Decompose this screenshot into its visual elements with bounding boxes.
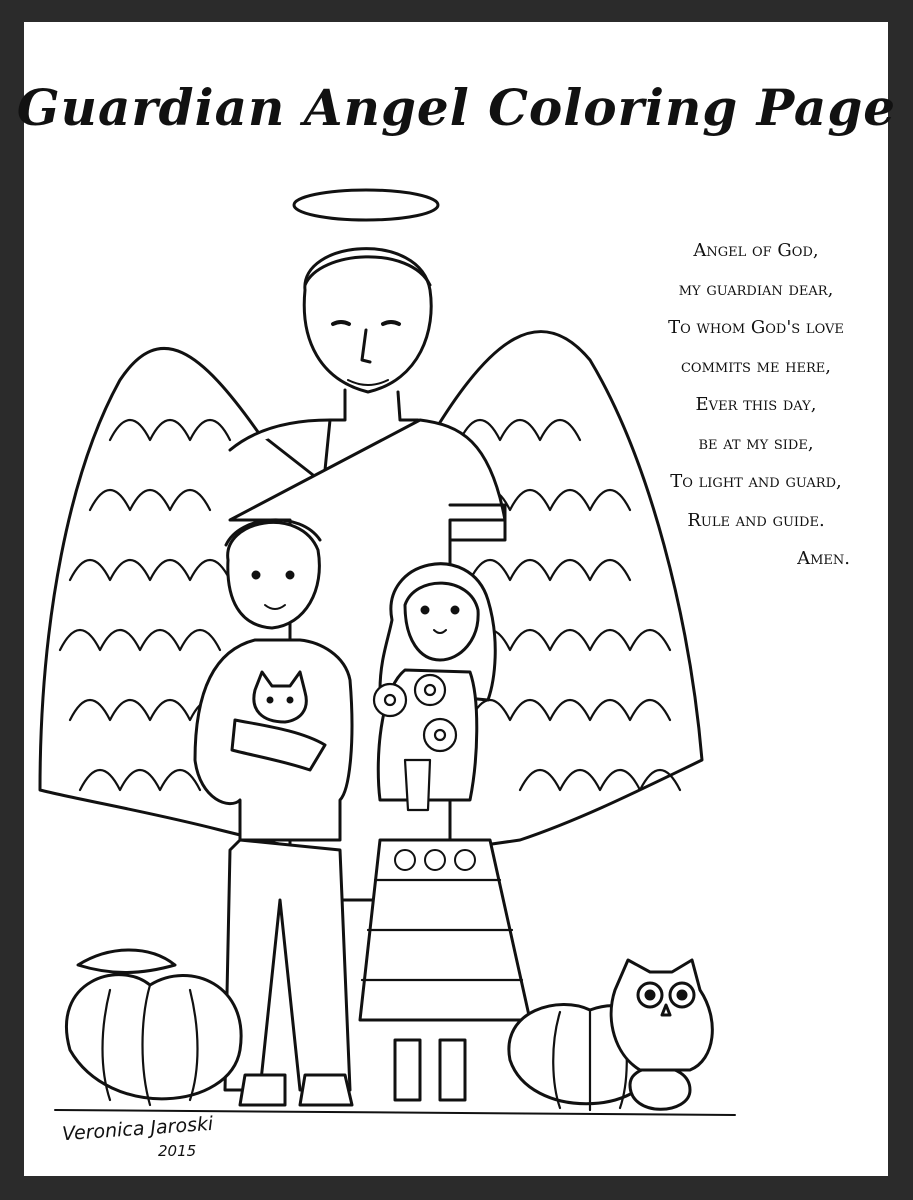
prayer-line: commits me here, xyxy=(680,355,831,377)
prayer-line: be at my side, xyxy=(698,432,814,454)
prayer-text xyxy=(640,232,872,579)
prayer-line: my guardian dear, xyxy=(678,278,834,300)
prayer-line: To light and guard, xyxy=(670,471,842,492)
prayer-line: Rule and guide. xyxy=(687,509,825,531)
prayer-line: To whom God's love xyxy=(668,317,844,338)
ground-line xyxy=(55,1110,735,1115)
prayer-line: Ever this day, xyxy=(695,394,817,415)
signature-year: 2015 xyxy=(158,1142,197,1160)
prayer-line: Angel of God, xyxy=(693,240,819,261)
artist-signature: Veronica Jaroski xyxy=(61,1112,214,1146)
prayer-amen: Amen. xyxy=(797,548,850,569)
owl-icon xyxy=(611,960,712,1070)
halo-icon xyxy=(294,190,438,220)
page-title: Guardian Angel Coloring Page xyxy=(16,78,897,137)
